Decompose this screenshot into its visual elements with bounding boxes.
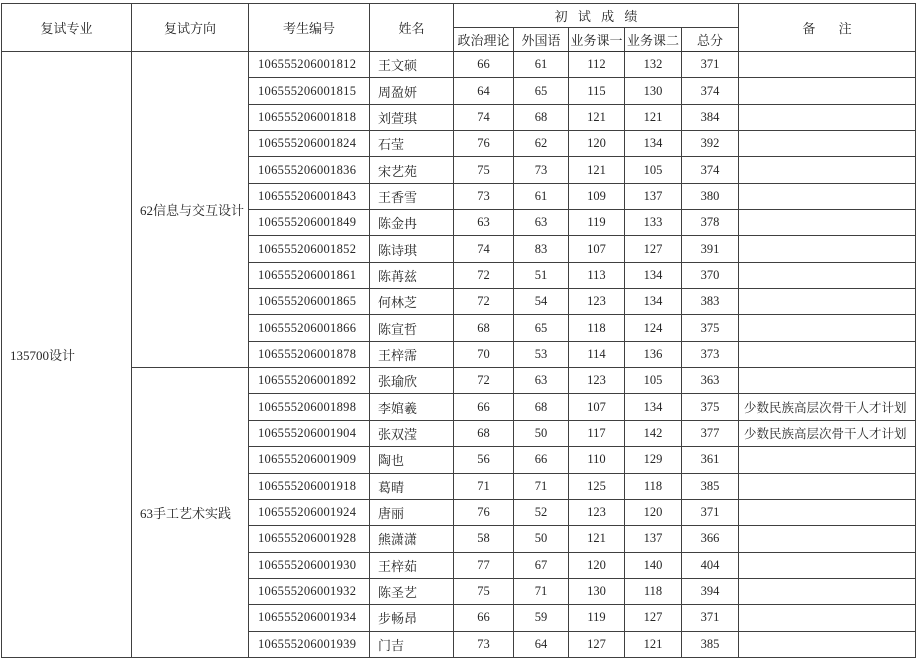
remark-cell — [739, 499, 916, 525]
name-cell: 陈金冉 — [370, 210, 454, 236]
course2-score-cell: 140 — [625, 552, 682, 578]
course1-score-cell: 119 — [569, 210, 625, 236]
foreign-language-score-cell: 54 — [514, 289, 569, 315]
course2-score-cell: 137 — [625, 526, 682, 552]
politics-score-cell: 72 — [454, 368, 514, 394]
candidate-id-cell: 106555206001852 — [249, 236, 370, 262]
header-course2: 业务课二 — [625, 28, 682, 52]
politics-score-cell: 76 — [454, 131, 514, 157]
remark-cell — [739, 552, 916, 578]
candidate-id-cell: 106555206001824 — [249, 131, 370, 157]
candidate-id-cell: 106555206001904 — [249, 420, 370, 446]
course2-score-cell: 134 — [625, 289, 682, 315]
table-row — [2, 368, 916, 394]
header-total: 总分 — [682, 28, 739, 52]
remark-cell — [739, 526, 916, 552]
total-score-cell: 363 — [682, 368, 739, 394]
total-score-cell: 375 — [682, 394, 739, 420]
candidate-id-cell: 106555206001866 — [249, 315, 370, 341]
politics-score-cell: 77 — [454, 552, 514, 578]
politics-score-cell: 64 — [454, 78, 514, 104]
foreign-language-score-cell: 83 — [514, 236, 569, 262]
remark-cell — [739, 131, 916, 157]
foreign-language-score-cell: 53 — [514, 341, 569, 367]
course2-score-cell: 130 — [625, 78, 682, 104]
foreign-language-score-cell: 61 — [514, 52, 569, 78]
candidate-id-cell: 106555206001843 — [249, 183, 370, 209]
name-cell: 陈诗琪 — [370, 236, 454, 262]
course2-score-cell: 134 — [625, 394, 682, 420]
course1-score-cell: 110 — [569, 447, 625, 473]
header-politics: 政治理论 — [454, 28, 514, 52]
candidate-id-cell: 106555206001924 — [249, 499, 370, 525]
header-course1: 业务课一 — [569, 28, 625, 52]
politics-score-cell: 70 — [454, 341, 514, 367]
course1-score-cell: 107 — [569, 394, 625, 420]
name-cell: 周盈妍 — [370, 78, 454, 104]
foreign-language-score-cell: 63 — [514, 368, 569, 394]
course2-score-cell: 127 — [625, 236, 682, 262]
course2-score-cell: 129 — [625, 447, 682, 473]
name-cell: 陶也 — [370, 447, 454, 473]
remark-cell — [739, 341, 916, 367]
name-cell: 石莹 — [370, 131, 454, 157]
course2-score-cell: 132 — [625, 52, 682, 78]
total-score-cell: 375 — [682, 315, 739, 341]
name-cell: 宋艺苑 — [370, 157, 454, 183]
remark-cell — [739, 315, 916, 341]
remark-cell — [739, 104, 916, 130]
header-foreign-language: 外国语 — [514, 28, 569, 52]
candidate-id-cell: 106555206001815 — [249, 78, 370, 104]
header-initial-scores: 初 试 成 绩 — [454, 4, 739, 28]
foreign-language-score-cell: 50 — [514, 526, 569, 552]
course1-score-cell: 125 — [569, 473, 625, 499]
table-header — [2, 4, 916, 52]
total-score-cell: 383 — [682, 289, 739, 315]
foreign-language-score-cell: 71 — [514, 473, 569, 499]
politics-score-cell: 66 — [454, 394, 514, 420]
foreign-language-score-cell: 52 — [514, 499, 569, 525]
politics-score-cell: 68 — [454, 420, 514, 446]
course1-score-cell: 121 — [569, 104, 625, 130]
remark-cell — [739, 631, 916, 657]
foreign-language-score-cell: 67 — [514, 552, 569, 578]
course1-score-cell: 109 — [569, 183, 625, 209]
total-score-cell: 374 — [682, 78, 739, 104]
candidate-id-cell: 106555206001818 — [249, 104, 370, 130]
politics-score-cell: 74 — [454, 104, 514, 130]
course2-score-cell: 142 — [625, 420, 682, 446]
name-cell: 陈宣哲 — [370, 315, 454, 341]
remark-cell — [739, 605, 916, 631]
candidate-id-cell: 106555206001865 — [249, 289, 370, 315]
name-cell: 陈圣艺 — [370, 578, 454, 604]
politics-score-cell: 63 — [454, 210, 514, 236]
total-score-cell: 391 — [682, 236, 739, 262]
politics-score-cell: 73 — [454, 183, 514, 209]
course1-score-cell: 119 — [569, 605, 625, 631]
total-score-cell: 380 — [682, 183, 739, 209]
candidate-id-cell: 106555206001849 — [249, 210, 370, 236]
candidate-id-cell: 106555206001939 — [249, 631, 370, 657]
course2-score-cell: 133 — [625, 210, 682, 236]
course1-score-cell: 113 — [569, 262, 625, 288]
name-cell: 张双滢 — [370, 420, 454, 446]
course1-score-cell: 120 — [569, 131, 625, 157]
header-major: 复试专业 — [2, 4, 132, 52]
total-score-cell: 385 — [682, 473, 739, 499]
course1-score-cell: 112 — [569, 52, 625, 78]
total-score-cell: 371 — [682, 605, 739, 631]
total-score-cell: 385 — [682, 631, 739, 657]
candidate-id-cell: 106555206001836 — [249, 157, 370, 183]
total-score-cell: 378 — [682, 210, 739, 236]
foreign-language-score-cell: 50 — [514, 420, 569, 446]
header-name: 姓名 — [370, 4, 454, 52]
name-cell: 熊潇潇 — [370, 526, 454, 552]
candidate-id-cell: 106555206001932 — [249, 578, 370, 604]
course2-score-cell: 120 — [625, 499, 682, 525]
politics-score-cell: 66 — [454, 52, 514, 78]
candidate-id-cell: 106555206001898 — [249, 394, 370, 420]
politics-score-cell: 71 — [454, 473, 514, 499]
remark-cell — [739, 289, 916, 315]
name-cell: 门吉 — [370, 631, 454, 657]
course2-score-cell: 134 — [625, 131, 682, 157]
course2-score-cell: 134 — [625, 262, 682, 288]
politics-score-cell: 66 — [454, 605, 514, 631]
header-direction: 复试方向 — [132, 4, 249, 52]
candidate-id-cell: 106555206001909 — [249, 447, 370, 473]
course1-score-cell: 123 — [569, 368, 625, 394]
course1-score-cell: 120 — [569, 552, 625, 578]
table-body — [2, 52, 916, 658]
course2-score-cell: 127 — [625, 605, 682, 631]
course2-score-cell: 118 — [625, 578, 682, 604]
foreign-language-score-cell: 73 — [514, 157, 569, 183]
politics-score-cell: 68 — [454, 315, 514, 341]
name-cell: 葛晴 — [370, 473, 454, 499]
foreign-language-score-cell: 61 — [514, 183, 569, 209]
course2-score-cell: 124 — [625, 315, 682, 341]
candidate-id-cell: 106555206001878 — [249, 341, 370, 367]
course2-score-cell: 137 — [625, 183, 682, 209]
name-cell: 王文硕 — [370, 52, 454, 78]
politics-score-cell: 73 — [454, 631, 514, 657]
remark-cell: 少数民族高层次骨干人才计划 — [739, 420, 916, 446]
foreign-language-score-cell: 66 — [514, 447, 569, 473]
remark-cell — [739, 210, 916, 236]
major-cell: 135700设计 — [2, 52, 132, 658]
foreign-language-score-cell: 64 — [514, 631, 569, 657]
name-cell: 王梓霈 — [370, 341, 454, 367]
name-cell: 何林芝 — [370, 289, 454, 315]
foreign-language-score-cell: 59 — [514, 605, 569, 631]
header-candidate-id: 考生编号 — [249, 4, 370, 52]
remark-cell — [739, 578, 916, 604]
candidate-id-cell: 106555206001930 — [249, 552, 370, 578]
total-score-cell: 371 — [682, 52, 739, 78]
name-cell: 步畅昂 — [370, 605, 454, 631]
course2-score-cell: 118 — [625, 473, 682, 499]
foreign-language-score-cell: 65 — [514, 78, 569, 104]
table-row — [2, 52, 916, 78]
course2-score-cell: 136 — [625, 341, 682, 367]
candidate-id-cell: 106555206001934 — [249, 605, 370, 631]
foreign-language-score-cell: 51 — [514, 262, 569, 288]
politics-score-cell: 56 — [454, 447, 514, 473]
course2-score-cell: 121 — [625, 631, 682, 657]
politics-score-cell: 76 — [454, 499, 514, 525]
course2-score-cell: 105 — [625, 157, 682, 183]
total-score-cell: 371 — [682, 499, 739, 525]
remark-cell — [739, 262, 916, 288]
total-score-cell: 373 — [682, 341, 739, 367]
course1-score-cell: 121 — [569, 157, 625, 183]
name-cell: 刘萱琪 — [370, 104, 454, 130]
remark-cell — [739, 447, 916, 473]
total-score-cell: 392 — [682, 131, 739, 157]
politics-score-cell: 72 — [454, 262, 514, 288]
direction-cell: 63手工艺术实践 — [132, 368, 249, 658]
total-score-cell: 384 — [682, 104, 739, 130]
course1-score-cell: 118 — [569, 315, 625, 341]
politics-score-cell: 72 — [454, 289, 514, 315]
course1-score-cell: 117 — [569, 420, 625, 446]
name-cell: 王香雪 — [370, 183, 454, 209]
candidate-id-cell: 106555206001812 — [249, 52, 370, 78]
total-score-cell: 361 — [682, 447, 739, 473]
total-score-cell: 370 — [682, 262, 739, 288]
candidate-id-cell: 106555206001861 — [249, 262, 370, 288]
direction-cell: 62信息与交互设计 — [132, 52, 249, 368]
name-cell: 王梓茹 — [370, 552, 454, 578]
course1-score-cell: 127 — [569, 631, 625, 657]
remark-cell — [739, 236, 916, 262]
course2-score-cell: 105 — [625, 368, 682, 394]
total-score-cell: 394 — [682, 578, 739, 604]
foreign-language-score-cell: 62 — [514, 131, 569, 157]
candidate-id-cell: 106555206001928 — [249, 526, 370, 552]
remark-cell — [739, 368, 916, 394]
total-score-cell: 377 — [682, 420, 739, 446]
course1-score-cell: 130 — [569, 578, 625, 604]
name-cell: 陈苒兹 — [370, 262, 454, 288]
remark-cell — [739, 52, 916, 78]
header-remarks: 备 注 — [739, 4, 916, 52]
foreign-language-score-cell: 71 — [514, 578, 569, 604]
candidate-id-cell: 106555206001918 — [249, 473, 370, 499]
candidate-id-cell: 106555206001892 — [249, 368, 370, 394]
course1-score-cell: 123 — [569, 499, 625, 525]
foreign-language-score-cell: 63 — [514, 210, 569, 236]
name-cell: 张瑜欣 — [370, 368, 454, 394]
remark-cell — [739, 157, 916, 183]
course1-score-cell: 115 — [569, 78, 625, 104]
politics-score-cell: 58 — [454, 526, 514, 552]
admission-scores-table — [1, 3, 916, 658]
remark-cell — [739, 78, 916, 104]
politics-score-cell: 75 — [454, 578, 514, 604]
course1-score-cell: 121 — [569, 526, 625, 552]
course1-score-cell: 114 — [569, 341, 625, 367]
politics-score-cell: 75 — [454, 157, 514, 183]
politics-score-cell: 74 — [454, 236, 514, 262]
remark-cell — [739, 473, 916, 499]
foreign-language-score-cell: 65 — [514, 315, 569, 341]
foreign-language-score-cell: 68 — [514, 104, 569, 130]
remark-cell — [739, 183, 916, 209]
course1-score-cell: 123 — [569, 289, 625, 315]
remark-cell: 少数民族高层次骨干人才计划 — [739, 394, 916, 420]
course2-score-cell: 121 — [625, 104, 682, 130]
total-score-cell: 404 — [682, 552, 739, 578]
total-score-cell: 366 — [682, 526, 739, 552]
course1-score-cell: 107 — [569, 236, 625, 262]
name-cell: 李婠羲 — [370, 394, 454, 420]
foreign-language-score-cell: 68 — [514, 394, 569, 420]
header-row-top — [2, 4, 916, 28]
name-cell: 唐丽 — [370, 499, 454, 525]
total-score-cell: 374 — [682, 157, 739, 183]
